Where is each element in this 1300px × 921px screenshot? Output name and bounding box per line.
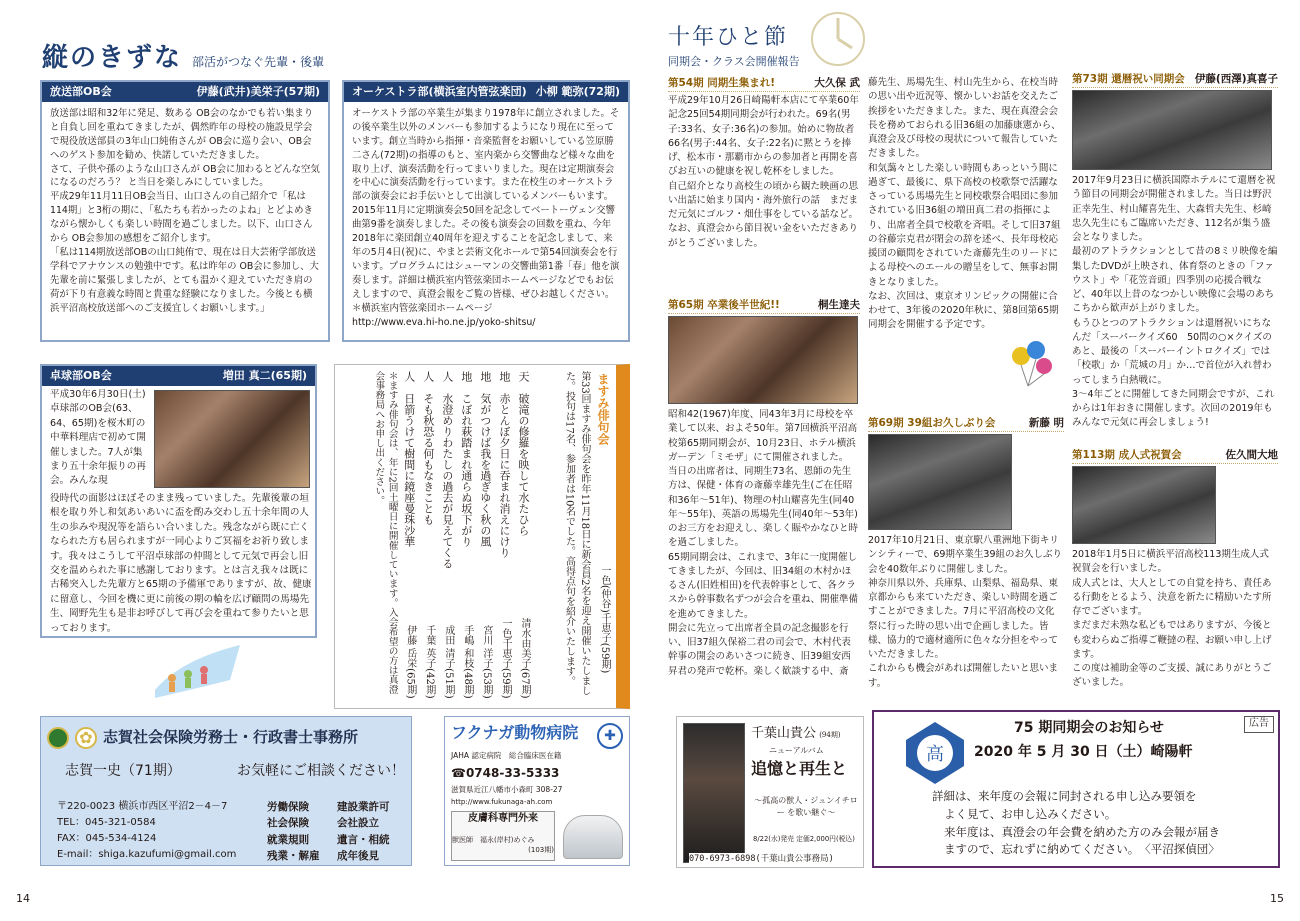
broadcast-body: 放送部は昭和32年に発足、数ある OB会のなかでも若い集まりと自負し回を重ねてきましたが、偶然昨年の母校の施設見学会で現役放送部員の3年山口純侑さんが OB会に巡り会い、OB会へのゲスト参加を勧め、快諾していただきました。 さて、子供や孫のような山口さんが OB会に加わるとどんな空気になるのだろう？ と当日を楽しみにしていました。 平成29年11月11日OB会当日、山口さんの自己紹介で「私は114期」と3桁の期に、「私たちも若かったのよね」とどよめきながら懐かしくも楽しい時間を過ごしました。以下、山口さんから OB会参加の感想をご紹介します。 「私は114期放送部OBの山口純侑で、現在は日大芸術学部放送学科でアナウンスの勉強中です。私は昨年の OB会に参加し、大先輩を前に緊張しましたが、とても温かく迎えていただき肩の荷が下り有意義な時間と貴重な経験になりました。今後とも横浜平沼高校放送部へのご支援宜しくお願いします。」 bbox=[50, 107, 320, 314]
broadcast-author: 伊藤(武井)美栄子(57期) bbox=[196, 85, 320, 98]
office-tagline: お気軽にご相談ください！ bbox=[237, 763, 405, 779]
office-address: 〒220-0023 横浜市西区平沼2－4－7 bbox=[57, 801, 228, 812]
vet-ad-specialty: 皮膚科専門外来 bbox=[468, 813, 538, 824]
office-service: 就業規則 bbox=[267, 833, 309, 846]
broadcast-heading: 放送部OB会 bbox=[50, 85, 112, 98]
table-tennis-body-rest: 役時代の面影はほぼそのまま残っていました。先輩後輩の垣根を取り外し和気あいあいに盃を酌み交わし五十余年間の人生の歩みや現況等を語らい合いました。残念ながら既に亡くなられた方も居られますが一同心よりご冥福をお祈り致します。我々はこうして平沼卓球部の仲間として元気で再会し旧交を温められた事に感謝しております。とは言え我々は既に古稀突入した先輩方と65期の予備軍でありますが、故、健康に留意し、今回を機に更に前後の期の輪を広げ顧問の馬場先生、岡野先生も是非お呼びして再び会を重ねて参りたいと思っております。 bbox=[50, 493, 312, 634]
music-album-label: ニューアルバム bbox=[769, 746, 824, 755]
haiku-poem-text: 人 水澄めりわたしの過去が見えてくる bbox=[440, 371, 454, 569]
haiku-poem bbox=[420, 371, 437, 699]
report-54-header bbox=[668, 76, 860, 92]
haiku-poem-text: 人 そも秋恐る何もなきことも bbox=[421, 371, 435, 525]
table-tennis-header bbox=[42, 366, 315, 387]
haiku-poems bbox=[372, 371, 532, 699]
report-73-header bbox=[1072, 72, 1278, 88]
notice-date: 2020 年 5 月 30 日（土）崎陽軒 bbox=[974, 744, 1193, 760]
office-service: 残業・解雇 bbox=[267, 849, 320, 862]
report-65-header bbox=[668, 298, 860, 314]
office-service: 成年後見 bbox=[337, 849, 379, 862]
vet-ad-specialty-box bbox=[451, 811, 555, 861]
haiku-poem-author: 手嶋 和枝(48期) bbox=[461, 625, 473, 699]
haiku-article bbox=[334, 364, 630, 709]
music-ad bbox=[676, 716, 864, 868]
school-emblem-icon bbox=[902, 720, 968, 786]
report-54-body: 平成29年10月26日崎陽軒本店にて卒業60年記念25回54期同期会が行われた。69名(男子:33名、女子:36名)の参加。始めに物故者66名(男子:44名、女子:22名)に黙とうを捧げ、松本市・那覇市からの参加者と再開を喜びお互いの健康を祝し乾杯をしました。 自己紹介となり高校生の頃から観た映画の思い出話に始まり国内・海外旅行の話 まだまだ元気にゴルフ・畑仕事をしている話など。 なお、真澄会から節目祝い金をいただきありがとうございました。 bbox=[668, 95, 859, 249]
haiku-note bbox=[372, 371, 399, 699]
music-album: 追憶と再生と bbox=[751, 759, 848, 778]
report-69-header bbox=[868, 416, 1064, 432]
office-person: 志賀一史（71期） bbox=[65, 763, 181, 779]
orchestra-body: オーケストラ部の卒業生が集まり1978年に創立されました。その後卒業生以外のメンバーも参加するようになり現在に至っています。創立当時から指揮・音楽監督をお願いしている笠原勝二さん(72期)の指導のもと、室内楽から交響曲など様々な曲を取り上げ、演奏活動を行ってまいりました。現在は定期演奏会を中心に演奏活動を行っています。また在校生のオーケストラ部の演奏会にお手伝いとして出演しているメンバーもいます。 2015年11月に定期演奏会50回を記念してベートーヴェン交響曲第9番を演奏しました。その後も演奏会の回数を重ね、今年2018年に楽団創立40周年を迎えすることを記念しまして、来年の5月4日(祝)に、やまと芸術文化ホールで第54回演奏会を行います。プログラムにはシューマンの交響曲第1番「春」他を演奏します。詳細は横浜室内管弦楽団ホームページなどでもお伝えしますので、真澄会報をご覧の皆様、ぜひお越しください。 ＊横浜室内管弦楽団ホームページ http://www.eva.hi-ho.ne.jp/yoko-shitsu/ bbox=[352, 107, 620, 328]
table-tennis-photo bbox=[154, 390, 310, 488]
haiku-poem bbox=[477, 371, 494, 699]
haiku-poem-author: 伊藤 岳栄(65期) bbox=[404, 625, 416, 699]
haiku-poem bbox=[439, 371, 456, 699]
table-tennis-heading: 卓球部OB会 bbox=[50, 369, 112, 382]
haiku-note-text: ＊ますみ俳句会は、年に2回土曜日に開催しています。入会希望の方は真澄会事務局へお申し出ください。 bbox=[373, 371, 398, 694]
vet-ad-doctor: 獣医師 福永(岸村)めぐみ bbox=[452, 835, 535, 844]
vet-ad-url: http://www.fukunaga-ah.com bbox=[451, 798, 553, 806]
right-page-number: 15 bbox=[1270, 892, 1284, 906]
haiku-byline: 一色(仲谷)千恵子(59期) bbox=[599, 565, 610, 674]
report-73-photo bbox=[1072, 90, 1272, 170]
office-email: E-mail：shiga.kazufumi@gmail.com bbox=[57, 849, 237, 860]
notice-body-line: よく見て、お申し込みください。 bbox=[944, 806, 1117, 821]
notice-sign: 〈平沼探偵団〉 bbox=[1145, 842, 1220, 857]
report-73-title: 第73期 還暦祝い同期会 bbox=[1072, 73, 1185, 85]
report-69-author: 新藤 明 bbox=[1028, 417, 1064, 429]
haiku-poem-text: 天 破滝の修羅を映して水たひら bbox=[517, 371, 530, 536]
report-73 bbox=[1072, 72, 1278, 431]
haiku-poem-author: 宮川 洋子(53期) bbox=[480, 625, 492, 699]
vet-ad-name: フクナガ動物病院 bbox=[451, 723, 579, 742]
notice-body-line: 来年度は、真澄会の年会費を納めた方のみ会報が届き bbox=[944, 824, 1220, 839]
report-65-body: 昭和42(1967)年度、同43年3月に母校を卒業して以来、およそ50年。第7回横浜平沼高校第65期同期会が、10月23日、ホテル横浜ガーデン「ミモザ」にて開催されました。 当日の出席者は、同期生73名、恩師の先生方は、保健・体育の斎藤幸雄先生(ご在任昭和36年～51年)、物理の村山耀喜先生(同40年～55年)、英語の馬場先生(同40年～53年)のお三方をお迎えし、楽しく賑やかなひと時を過ごしました。 65期同期会は、これまで、3年に一度開催してきましたが、今回は、旧34組の木村かほるさん(旧姓相田)を代表幹事として、各クラスから幹事数名ずつが会合を重ね、開催準備を進めてきました。 開会に先立って出席者全員の記念撮影を行い、旧37組久保裕二君の司会で、木村代表幹事の開会のあいさつに続き、旧39組安西昇君の発声で乾杯。楽しく歓談する中、斎 bbox=[668, 409, 859, 677]
music-release: 8/22(水)発売 定価2,000円(税込) bbox=[753, 835, 855, 843]
office-service: 労働保険 bbox=[267, 801, 309, 813]
office-logo-icon bbox=[47, 727, 69, 749]
office-service: 遺言・相続 bbox=[337, 833, 390, 846]
haiku-poem-author: 清水由美子(67期) bbox=[519, 618, 530, 699]
table-tennis-article bbox=[40, 364, 317, 638]
music-songs: ～孤高の獣人・ジュンイチロー を歌い継ぐ～ bbox=[754, 796, 858, 817]
report-113-title: 第113期 成人式祝賀会 bbox=[1072, 449, 1182, 461]
haiku-poem-author: 成田 清子(51期) bbox=[442, 625, 454, 699]
vet-ad bbox=[444, 716, 630, 866]
report-54-title: 第54期 同期生集まれ! bbox=[668, 77, 776, 89]
report-65-author: 桐生達夫 bbox=[818, 299, 860, 311]
orchestra-heading: オーケストラ部(横浜室内管弦楽団) bbox=[352, 85, 527, 98]
notice-body-line: 詳細は、来年度の会報に同封される申し込み要領を bbox=[932, 789, 1197, 803]
balloons-icon bbox=[1006, 338, 1056, 388]
haiku-poem bbox=[496, 371, 513, 699]
report-54-author: 大久保 武 bbox=[814, 77, 860, 89]
right-title bbox=[668, 22, 800, 70]
svg-text:高: 高 bbox=[926, 744, 944, 765]
orchestra-header bbox=[344, 82, 628, 103]
broadcast-header bbox=[42, 82, 328, 103]
notice-tag: 広告 bbox=[1244, 716, 1274, 733]
haiku-poem-text: 地 気がつけば我を過ぎゆく秋の風 bbox=[478, 371, 492, 547]
music-artist-row bbox=[751, 725, 841, 744]
report-113-header bbox=[1072, 448, 1278, 464]
report-65 bbox=[668, 298, 860, 708]
notice-heading: 75 期同期会のお知らせ bbox=[1014, 720, 1164, 736]
report-73-body: 2017年9月23日に横浜国際ホテルにて還暦を祝う節目の同期会が開催されました。当日は野沢正幸先生、村山耀喜先生、大森哲夫先生、杉崎忠久先生にもご臨席いただき、112名が集う盛会となりました。 最初のアトラクションとして昔の8ミリ映像を編集したDVDが上映され、体育祭のときの「ファウスト」や「花笠音頭」四季別の応援合戦など、40年以上昔のなつかしい映像に会場のあちこちから歓声が上がりました。 もうひとつのアトラクションは還暦祝いにちなんだ「スーパークイズ60 50問の○×クイズのあと、最後の「スーパーイントロクイズ」では「校歌」か「荒城の月」か…で首位が入れ替わってしまう白熱戦に。 3～4年ごとに開催してきた同期会ですが、これからは1年おきに開催します。次回の2019年もみんなで元気に再会しましょう! bbox=[1072, 175, 1278, 429]
office-fax: FAX：045-534-4124 bbox=[57, 833, 157, 844]
haiku-intro: 第33回ますみ俳句会を昨年11月18日に新会員2名を迎え開催いたしました。投句は17名、参加者は10名でした。高得点句を紹介いたします。 bbox=[563, 371, 590, 696]
haiku-poem bbox=[458, 371, 475, 699]
vet-ad-doctor-term: (103期) bbox=[528, 845, 554, 854]
office-flower-icon: ✿ bbox=[75, 727, 97, 749]
report-73-author: 伊藤(西澤)真喜子 bbox=[1194, 73, 1278, 85]
left-title-sub: 部活がつなぐ先輩・後輩 bbox=[192, 55, 325, 69]
office-address-block bbox=[57, 799, 236, 863]
family-illustration bbox=[150, 640, 245, 702]
office-ad-name: 志賀社会保険労務士・行政書士事務所 bbox=[103, 728, 359, 747]
office-service: 会社設立 bbox=[337, 817, 379, 830]
left-page-number: 14 bbox=[16, 892, 30, 906]
broadcast-club-article bbox=[40, 80, 330, 342]
right-title-main: 十年ひと節 bbox=[668, 25, 789, 50]
haiku-title: ますみ俳句会 bbox=[596, 373, 610, 445]
office-services bbox=[267, 799, 407, 864]
clock-icon bbox=[808, 4, 868, 74]
paw-icon: ✚ bbox=[597, 723, 623, 749]
report-65-photo bbox=[668, 316, 858, 404]
music-contact: 070-6973-6898(千葉山貴公事務局) bbox=[689, 854, 834, 864]
report-65-title: 第65期 卒業後半世紀!! bbox=[668, 299, 780, 311]
notice-body-last: ますので、忘れずに納めてください。 bbox=[944, 842, 1134, 857]
haiku-poem-author: 千葉 英子(42期) bbox=[423, 625, 435, 699]
report-54-continued: 藤先生、馬場先生、村山先生から、在校当時の思い出や近況等、懐かしいお話を交えたご挨拶をいただきました。また、現在真澄会会長を務めておられる旧36組の加藤康憲から、真澄会及び母校の現状について報告していただきました。 和気藹々とした楽しい時間もあっという間に過ぎて、最後に、県下高校の校歌祭で活躍なさっている馬場先生と同校歌祭合唱団に参加されている旧36組の増田真二君の指揮により、出席者全員で校歌を斉唱。そして旧37組の谷藤宗克君が閉会の辞を述べ、長年母校応援団の顧問をされていた斎藤先生のリードによる母校へのエールの贈呈をして、無事お開きとなりました。 なお、次回は、東京オリンピックの開催に合わせて、3年後の2020年秋に、第8回第65期同期会を開催する予定です。 bbox=[868, 77, 1061, 331]
scanner-image bbox=[563, 815, 623, 859]
music-artist-photo bbox=[683, 723, 745, 863]
orchestra-author: 小柳 範弥(72期) bbox=[535, 85, 620, 98]
right-title-sub: 同期会・クラス会開催報告 bbox=[668, 54, 800, 68]
music-artist: 千葉山貴公 bbox=[751, 726, 817, 741]
haiku-poem-author: 一色千恵子(59期) bbox=[499, 618, 511, 699]
office-ad-contact-row bbox=[65, 761, 405, 781]
notice-box bbox=[872, 710, 1280, 868]
left-page bbox=[0, 0, 645, 921]
office-service: 社会保険 bbox=[267, 817, 309, 830]
report-69-photo bbox=[868, 434, 1012, 530]
office-service: 建設業許可 bbox=[337, 801, 390, 813]
office-ad-header bbox=[47, 723, 405, 753]
report-113-photo bbox=[1072, 466, 1216, 544]
report-69-body: 2017年10月21日、東京駅八重洲地下街キリンシティーで、69期卒業生39組のお久しぶり会を40数年ぶりに開催しました。 神奈川県以外、兵庫県、山梨県、福島県、東京都からも来ていただき、楽しい時間を過ごすことができました。7月に平沼高校の文化祭に行った時の思い出で企画しました。皆様、協力的で適材適所に色々な分担をやっていただきました。 これからも機会があれば開催したいと思います。 bbox=[868, 535, 1062, 689]
report-69 bbox=[868, 416, 1064, 691]
notice-body-line bbox=[932, 841, 1220, 859]
report-113-body: 2018年1月5日に横浜平沼高校113期生成人式祝賀会を行いました。 成人式とは、大人としての自覚を持ち、責任ある行動をとるよう、決意を新たに精励いたす所存でございます。 まだまだ未熟な私どもではありますが、今後とも変わらぬご指導ご鞭撻の程、お願い申し上げます。 この度は補助金等のご支援、誠にありがとうございました。 bbox=[1072, 549, 1272, 689]
vet-ad-sub: JAHA 認定病院 総合臨床医在籍 bbox=[451, 751, 562, 760]
left-title-main: 縦のきずな bbox=[42, 43, 183, 73]
vet-ad-address: 滋賀県近江八幡市小森町 308-27 bbox=[451, 785, 563, 794]
haiku-poem-text: 地 こぼれ萩踏まれ通らぬ坂下がり bbox=[459, 371, 473, 547]
report-54 bbox=[668, 76, 860, 251]
report-69-title: 第69期 39組お久しぶり会 bbox=[868, 417, 996, 429]
report-113 bbox=[1072, 448, 1278, 691]
right-page bbox=[650, 0, 1300, 921]
office-tel: TEL：045-321-0584 bbox=[57, 817, 156, 828]
music-artist-term: (94期) bbox=[819, 731, 841, 739]
table-tennis-author: 増田 真二(65期) bbox=[222, 369, 307, 382]
orchestra-club-article bbox=[342, 80, 630, 342]
left-title bbox=[42, 40, 324, 78]
haiku-poem-text: 人 日箭うけて樹間に鏡座曼珠沙華 bbox=[402, 371, 416, 547]
haiku-poem-text: 地 赤とんぼ夕日に吞まれ消えにけり bbox=[497, 371, 511, 558]
haiku-poem bbox=[515, 371, 532, 699]
report-113-author: 佐久間大地 bbox=[1225, 449, 1278, 461]
office-ad bbox=[40, 716, 412, 866]
notice-body bbox=[932, 788, 1220, 859]
haiku-poem bbox=[401, 371, 418, 699]
table-tennis-body-top: 平成30年6月30日(土)卓球部のOB会(63、64、65期)を桜木町の中華料理店で初めて開催しました。7人が集まり五十余年振りの再会。みんな現 bbox=[50, 389, 146, 487]
vet-ad-tel: ☎0748-33-5333 bbox=[451, 766, 560, 780]
